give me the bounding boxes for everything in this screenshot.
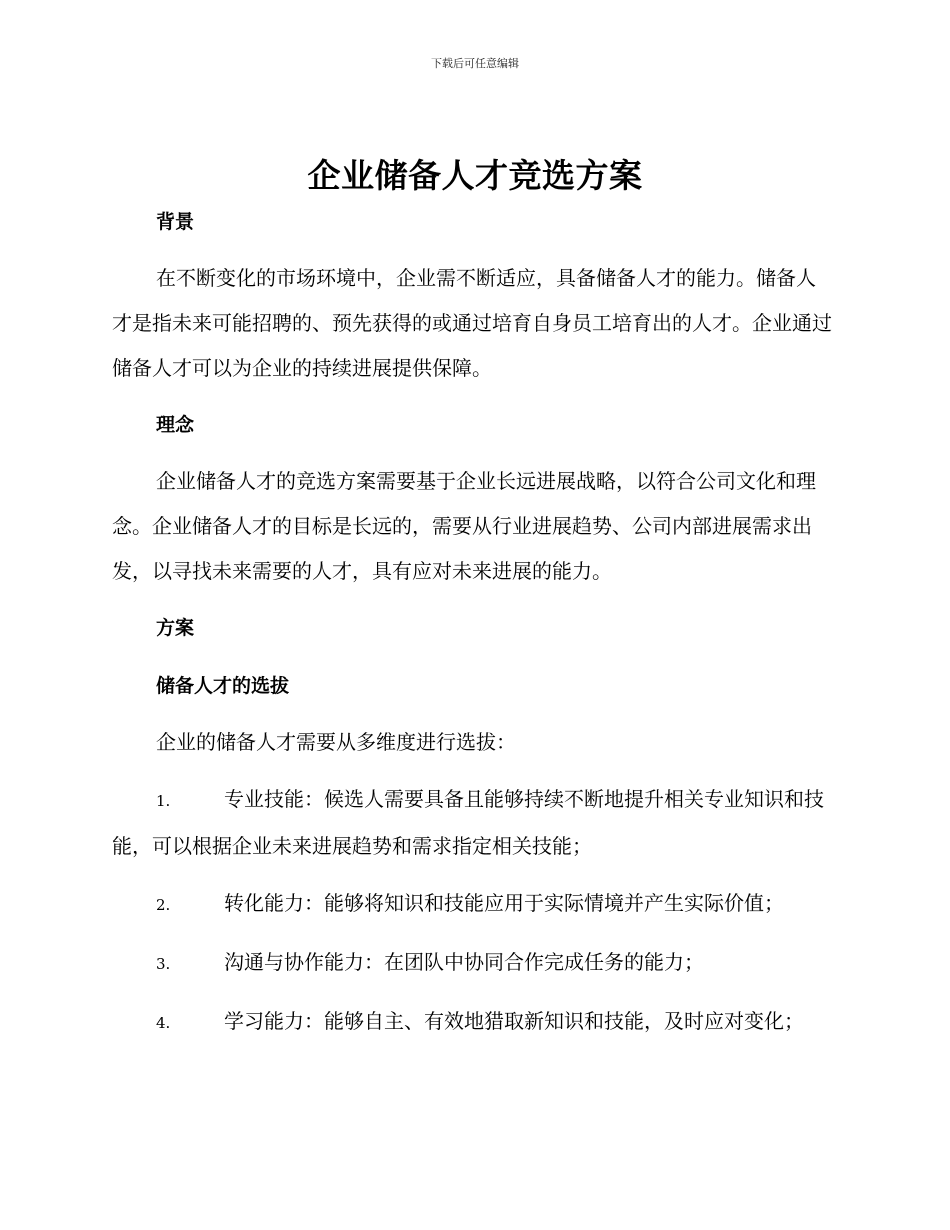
list-item-text: 学习能力：能够自主、有效地猎取新知识和技能，及时应对变化；: [224, 1009, 804, 1033]
list-number: 3.: [156, 955, 171, 973]
list-item: [112, 777, 832, 869]
list-number: 1.: [156, 792, 171, 810]
list-item: [112, 881, 832, 928]
document-body: [112, 200, 832, 1046]
header-note: 下载后可任意编辑: [431, 57, 519, 70]
heading-background: 背景: [156, 211, 195, 233]
subheading-selection: 储备人才的选拔: [156, 675, 290, 697]
paragraph-selection-intro: 企业的储备人才需要从多维度进行选拔：: [156, 730, 516, 754]
paragraph-background: 在不断变化的市场环境中，企业需不断适应，具备储备人才的能力。储备人才是指未来可能招聘的、预先获得的或通过培育自身员工培育出的人才。企业通过储备人才可以为企业的持续进展提供保障。: [112, 266, 832, 380]
list-item: [112, 999, 832, 1046]
document-title: 企业储备人才竞选方案: [307, 156, 643, 195]
list-number: 4.: [156, 1014, 171, 1032]
list-item-text: 专业技能：候选人需要具备且能够持续不断地提升相关专业知识和技能，可以根据企业未来进展趋势和需求指定相关技能；: [112, 787, 824, 858]
heading-plan: 方案: [156, 617, 195, 639]
list-item: [112, 940, 832, 987]
list-item-text: 转化能力：能够将知识和技能应用于实际情境并产生实际价值；: [224, 891, 784, 915]
paragraph-concept: 企业储备人才的竞选方案需要基于企业长远进展战略，以符合公司文化和理念。企业储备人才的目标是长远的，需要从行业进展趋势、公司内部进展需求出发，以寻找未来需要的人才，具有应对未来进展的能力。: [112, 469, 816, 583]
heading-concept: 理念: [156, 414, 195, 436]
list-item-text: 沟通与协作能力：在团队中协同合作完成任务的能力；: [224, 950, 704, 974]
list-number: 2.: [156, 896, 171, 914]
